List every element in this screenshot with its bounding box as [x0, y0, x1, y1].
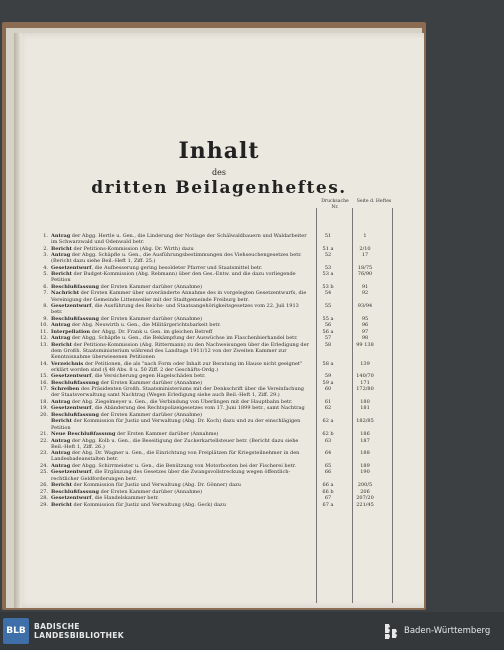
entry-text — [51, 233, 311, 245]
entry-body: der Ersten Kammer darüber (Annahme) — [99, 315, 203, 322]
column-header-drucksache: Drucksache Nr. — [321, 199, 349, 210]
entry-lead: Beschlußfassung — [51, 315, 100, 322]
entry-lead: Bericht — [51, 501, 72, 508]
entry-text — [51, 495, 311, 501]
entry-number: 23. — [40, 450, 48, 457]
entry-number: 6. — [43, 283, 48, 290]
entry-text — [51, 463, 311, 469]
entry-text — [51, 412, 311, 418]
entry-page: 99 138 — [356, 341, 374, 348]
entry-body: der Petitionen, die als "nach Form oder Inhalt zur Beratung im Hause nicht geeignet" erklärt worden sind (§ 48 Abs. 8 u. 50 Ziff. 2 der Geschäfts-Ordg.) — [51, 360, 303, 373]
entry-body: der Petitions-Kommission (Abg. Rittermann) zu den Nachweisungen über die Erledigung der dem Großh. Staatsministerium während des Landtags 1911/12 von der Zweiten Kammer zur Kenntnisnahme überwiesenen Petitionen — [51, 341, 309, 361]
library-name-line1: BADISCHE — [34, 622, 80, 631]
entry-drucksache: 56 a — [322, 328, 334, 335]
entry-text — [51, 482, 311, 488]
entry-drucksache: 51 — [324, 233, 332, 239]
entry-lead: Bericht — [51, 271, 72, 278]
entry-page: 2/10 — [359, 245, 371, 252]
entry-page: 18/75 — [357, 264, 373, 271]
entry-text — [51, 322, 311, 328]
entry-text — [51, 252, 311, 264]
entry-page: 181 — [360, 405, 370, 412]
toc-entry — [36, 450, 396, 462]
entry-text — [51, 380, 311, 386]
entry-lead: Bericht — [51, 418, 72, 425]
entry-number: 19. — [40, 405, 48, 412]
entry-body: der Kommission für Justiz und Verwaltung (Abg. Dr. Koch) dazu und zu der einschlägigen Petition — [51, 418, 301, 431]
entry-lead: Antrag — [51, 233, 71, 239]
entry-page: 206 — [360, 488, 370, 495]
entry-body: der Kommission für Justiz und Verwaltung (Abg. Geck) dazu — [71, 501, 226, 508]
entry-number: 15. — [40, 373, 48, 380]
toc-entry — [36, 438, 396, 450]
toc-entry — [36, 418, 396, 430]
entry-page: 182/85 — [356, 418, 374, 425]
entry-number: 20. — [40, 411, 48, 418]
entry-body: der Ersten Kammer darüber (Annahme) — [99, 411, 203, 418]
page-gutter-shadow — [14, 33, 22, 608]
toc-entry — [36, 431, 396, 437]
entry-drucksache: 58 — [324, 341, 332, 348]
toc-entry — [36, 290, 396, 302]
entry-number: 22. — [40, 437, 48, 444]
entry-number: 8. — [43, 303, 48, 310]
entry-text — [51, 450, 311, 462]
document-heading: dritten Beilagenheftes. — [91, 178, 347, 198]
entry-text — [51, 431, 311, 437]
entry-text — [51, 418, 311, 430]
entry-page: 95 — [361, 315, 369, 322]
entry-text — [51, 290, 311, 302]
entry-number: 18. — [40, 398, 48, 405]
entry-number: 5. — [43, 271, 48, 278]
entry-lead: Gesetzentwurf — [51, 405, 92, 412]
entry-body: , die Handelskammer betr. — [91, 495, 159, 502]
entry-body: der Ersten Kammer darüber (Annahme) — [99, 488, 203, 495]
entry-page: 93/94 — [357, 303, 373, 310]
entry-number: 12. — [40, 335, 48, 342]
entry-lead: Antrag — [51, 450, 71, 457]
toc-entry — [36, 252, 396, 264]
state-lions-icon — [383, 622, 399, 640]
entry-number: 25. — [40, 469, 48, 476]
entry-drucksache: 59 — [324, 373, 332, 380]
entry-page: 190 — [360, 469, 370, 476]
entry-body: , die Aufbesserung gering besoldeter Pfarrer und Staatsmittel betr. — [91, 264, 263, 271]
entry-drucksache: 65 — [324, 462, 332, 469]
entry-drucksache: 59 a — [322, 379, 334, 386]
toc-entry — [36, 502, 396, 508]
entry-drucksache: 53 — [324, 264, 332, 271]
entry-body: der Abgg. Schäpfle u. Gen., die Ausführungsbestimmungen des Viehseuchengesetzes betr. (Bericht dazu siehe Beil.-Heft 1, Ziff. 25.) — [51, 252, 302, 265]
toc-entry — [36, 399, 396, 405]
entry-body: der Abgg. Kolb u. Gen., die Beseitigung der Zuckerkartellsteuer betr. (Bericht dazu siehe Beil.-Heft 1, Ziff. 26.) — [51, 437, 299, 450]
toc-entry — [36, 495, 396, 501]
entry-lead: Antrag — [51, 437, 71, 444]
entry-lead: Beschlußfassung — [51, 488, 100, 495]
entry-drucksache: 54 — [324, 290, 332, 297]
entry-number: 13. — [40, 341, 48, 348]
entry-lead: Bericht — [51, 482, 72, 489]
entry-number: 9. — [43, 315, 48, 322]
entry-number: 14. — [40, 360, 48, 367]
entry-body: , die Versicherung gegen Hagelschäden betr. — [91, 373, 206, 380]
entry-number: 29. — [40, 501, 48, 508]
entry-page: 96 — [361, 322, 369, 329]
toc-entry — [36, 335, 396, 341]
entry-drucksache: 51 a — [322, 245, 334, 252]
toc-entry — [36, 303, 396, 315]
entry-body: , die Ergänzung des Gesetzes über die Zwangsvollstreckung wegen öffentlich-rechtlicher Geldforderungen betr. — [51, 469, 291, 482]
entry-number: 7. — [43, 290, 48, 297]
entry-text — [51, 271, 311, 283]
entry-number: 3. — [43, 252, 48, 259]
library-name-line2: LANDESBIBLIOTHEK — [34, 631, 124, 640]
entry-text — [51, 373, 311, 379]
entry-page — [345, 412, 385, 418]
entry-lead: Schreiben — [51, 386, 80, 393]
entry-text — [51, 399, 311, 405]
entry-drucksache: 55 — [324, 303, 332, 310]
entry-number: 16. — [40, 379, 48, 386]
entry-drucksache: 63 — [324, 437, 332, 444]
entry-drucksache: 53 b — [322, 283, 334, 290]
entry-drucksache: 56 — [324, 322, 332, 329]
toc-entry — [36, 412, 396, 418]
toc-entry — [36, 469, 396, 481]
entry-body: der Abg. Ziegelmeyer u. Gen., die Verbindung von Überlingen mit der Hauptbahn betr. — [70, 398, 293, 405]
library-name[interactable] — [34, 622, 124, 640]
entry-lead: Beschlußfassung — [51, 411, 100, 418]
entry-page: 189 — [360, 462, 370, 469]
entry-body: der Abg. Neuwirth u. Gen., die Militärgerichtsbarkeit betr. — [70, 322, 221, 329]
entry-number: 10. — [40, 322, 48, 329]
toc-entry — [36, 284, 396, 290]
column-header-seite: Seite d. Heftes — [356, 199, 392, 204]
toc-entry — [36, 361, 396, 373]
entry-text — [51, 489, 311, 495]
entry-drucksache: 58 a — [322, 360, 334, 367]
entry-text — [51, 303, 311, 315]
toc-entry — [36, 380, 396, 386]
entry-body: der Petitions-Kommission (Abg. Dr. Wirth) dazu — [71, 245, 194, 252]
entry-drucksache: 67 a — [322, 501, 334, 508]
entry-page: 76/90 — [357, 271, 373, 278]
entry-lead: Gesetzentwurf — [51, 303, 92, 310]
entry-number: 17. — [40, 386, 48, 393]
entry-number: 1. — [43, 233, 48, 239]
entry-text — [51, 342, 311, 360]
entry-page: 187 — [360, 437, 370, 444]
entry-lead: Gesetzentwurf — [51, 469, 92, 476]
entry-drucksache: 62 b — [322, 431, 334, 438]
entry-text — [51, 386, 311, 398]
toc-entry — [36, 342, 396, 360]
entry-page: 180 — [360, 398, 370, 405]
entry-body: der Abgg. Schirrmeister u. Gen., die Benützung von Motorbooten bei der Fischerei betr. — [70, 462, 297, 469]
entry-body: der Ersten Kammer darüber (Annahme) — [99, 283, 203, 290]
entry-drucksache: 67 — [324, 495, 332, 502]
entry-number: 24. — [40, 462, 48, 469]
entry-body: des Präsidenten Großh. Staatsministeriums mit der Denkschrift über die Vereinfachung der Staatsverwaltung samt Nachtrag (Wegen Erledigung siehe auch Beil.-Heft 1, Ziff. 29.) — [51, 386, 304, 399]
entry-page: 97 — [361, 328, 369, 335]
document-title: Inhalt — [178, 138, 260, 164]
entry-page: 172/80 — [356, 386, 374, 393]
entry-page: 139 — [360, 360, 370, 367]
entry-drucksache: 64 — [324, 450, 332, 457]
entry-number: 4. — [43, 264, 48, 271]
entry-page: 188 — [360, 450, 370, 457]
entry-page: 91 — [361, 283, 369, 290]
entry-text — [51, 438, 311, 450]
entry-drucksache: 66 — [324, 469, 332, 476]
entry-text — [51, 329, 311, 335]
entry-page: 200/5 — [357, 482, 373, 489]
entry-drucksache: 53 a — [322, 271, 334, 278]
entry-drucksache: 66 a — [322, 482, 334, 489]
entry-body: , die Ausführung des Reichs- und Staatsangehörigkeitsgesetzes vom 22. Juli 1913 betr. — [51, 303, 299, 316]
entry-drucksache: 57 — [324, 335, 332, 342]
toc-entry — [36, 329, 396, 335]
entry-number: 11. — [40, 328, 48, 335]
entry-lead: Antrag — [51, 252, 71, 259]
entry-page: 186 — [360, 431, 370, 438]
entry-page: 171 — [360, 379, 370, 386]
toc-entry — [36, 373, 396, 379]
entry-text — [51, 405, 311, 411]
entry-page: 98 — [361, 335, 369, 342]
entry-lead: Interpellation — [51, 328, 90, 335]
entry-drucksache: 55 a — [322, 315, 334, 322]
entry-lead: Gesetzentwurf — [51, 373, 92, 380]
entry-body: der Abgg. Dr. Frank u. Gen. im gleichen Betreff — [90, 328, 213, 335]
entry-lead: Antrag — [51, 398, 71, 405]
entry-text — [51, 361, 311, 373]
entry-text — [51, 246, 311, 252]
entry-number: 26. — [40, 482, 48, 489]
entry-body: der Ersten Kammer darüber (Annahme) — [99, 379, 203, 386]
toc-entry — [36, 489, 396, 495]
entry-page: 140/70 — [356, 373, 374, 380]
entry-body: , die Abänderung des Rechtspolizeigesetzes vom 17. Juni 1899 betr., samt Nachtrag — [91, 405, 305, 412]
toc-entry — [36, 405, 396, 411]
toc-entry — [36, 233, 396, 245]
entry-drucksache: 62 a — [322, 418, 334, 425]
entry-page: 221/45 — [356, 501, 374, 508]
entry-page: 92 — [361, 290, 369, 297]
toc-entry — [36, 246, 396, 252]
toc-entry — [36, 322, 396, 328]
entry-body: der Ersten Kammer darüber (Annahme) — [115, 431, 219, 438]
entry-page: 17 — [361, 252, 369, 259]
entry-number — [36, 418, 51, 430]
table-of-contents — [36, 233, 396, 508]
entry-number: 27. — [40, 488, 48, 495]
entry-body: der Budget-Kommission (Abg. Rebmann) über den Ges.-Entw. und die dazu vorliegende Petition — [51, 271, 296, 284]
document-subtitle: des — [212, 168, 226, 177]
entry-number: 28. — [40, 495, 48, 502]
entry-lead: Nachricht — [51, 290, 80, 297]
toc-entry — [36, 386, 396, 398]
document-page — [14, 33, 424, 608]
entry-number: 2. — [43, 245, 48, 252]
toc-entry — [36, 316, 396, 322]
entry-lead: Verzeichnis — [51, 360, 84, 367]
entry-lead: Neue Beschlußfassung — [51, 431, 116, 438]
entry-text — [51, 284, 311, 290]
entry-text — [51, 316, 311, 322]
entry-lead: Antrag — [51, 322, 71, 329]
entry-drucksache: 62 — [324, 405, 332, 412]
entry-drucksache — [311, 412, 345, 418]
toc-entry — [36, 265, 396, 271]
entry-page: 1 — [363, 233, 367, 239]
viewer-footer — [0, 612, 504, 650]
entry-drucksache: 60 — [324, 386, 332, 393]
entry-lead: Gesetzentwurf — [51, 495, 92, 502]
entry-body: der Abgg. Hertle u. Gen., die Linderung der Notlage der Schälwaldbauern und Waldarbeiter im Schwarzwald und Odenwald betr. — [51, 233, 307, 246]
entry-text — [51, 502, 311, 508]
entry-body: der Abgg. Schäpfle u. Gen., die Bekämpfung der Auswüchse im Flaschenbierhandel betr. — [70, 335, 298, 342]
entry-drucksache: 61 — [324, 398, 332, 405]
entry-lead: Beschlußfassung — [51, 283, 100, 290]
entry-text — [51, 469, 311, 481]
toc-entry — [36, 271, 396, 283]
entry-body: der Kommission für Justiz und Verwaltung (Abg. Dr. Gönner) dazu — [71, 482, 241, 489]
entry-body: der Abg. Dr. Wagner u. Gen., die Einrichtung von Freiplätzen für Kriegsteilnehmer in den Landesbadeanstalten betr. — [51, 450, 300, 463]
toc-entry — [36, 463, 396, 469]
entry-text — [51, 335, 311, 341]
entry-page: 207/20 — [356, 495, 374, 502]
entry-lead: Bericht — [51, 341, 72, 348]
entry-lead: Gesetzentwurf — [51, 264, 92, 271]
entry-drucksache: 66 b — [322, 488, 334, 495]
entry-lead: Beschlußfassung — [51, 379, 100, 386]
entry-number: 21. — [40, 431, 48, 438]
state-name[interactable]: Baden-Württemberg — [404, 626, 491, 636]
entry-lead: Bericht — [51, 245, 72, 252]
entry-lead: Antrag — [51, 335, 71, 342]
blb-logo[interactable]: BLB — [3, 618, 29, 644]
entry-body: der Ersten Kammer über unveränderte Annahme des in vorgelegten Gesetzentwurfs, die Vereinigung der Gemeinde Littenweiler mit der Stadtgemeinde Freiburg betr. — [51, 290, 307, 303]
entry-lead: Antrag — [51, 462, 71, 469]
entry-drucksache: 52 — [324, 252, 332, 259]
entry-text — [51, 265, 311, 271]
toc-entry — [36, 482, 396, 488]
